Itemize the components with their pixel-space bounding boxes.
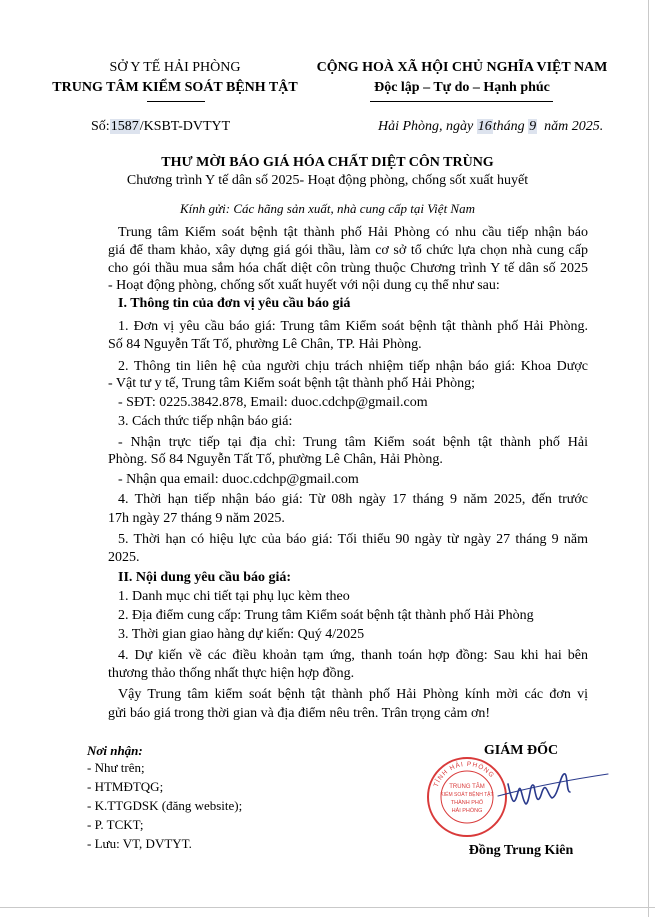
s1-item2-line1: 2. Thông tin liên hệ của người chịu trách nhiệm tiếp nhận báo giá: Khoa Dược (118, 359, 588, 374)
doc-title: THƯ MỜI BÁO GIÁ HÓA CHẤT DIỆT CÔN TRÙNG (161, 155, 494, 170)
s1-item4-line2: 17h ngày 27 tháng 9 năm 2025. (108, 511, 285, 526)
recipients-label: Nơi nhận: (87, 743, 143, 758)
s1-item3-direct-line1: - Nhận trực tiếp tại địa chỉ: Trung tâm Kiểm soát bệnh tật thành phố Hải (118, 435, 588, 450)
recipient-item: - Lưu: VT, DVTYT. (87, 836, 192, 851)
intro-line-4: - Hoạt động phòng, chống sốt xuất huyết với nội dung cụ thể như sau: (108, 278, 500, 293)
left-org-underline (147, 101, 205, 102)
date-year: năm 2025. (544, 119, 604, 134)
s1-item3-direct-line2: Phòng. Số 84 Nguyễn Tất Tố, phường Lê Chân, Hải Phòng. (108, 452, 443, 467)
s1-item5-line2: 2025. (108, 550, 140, 565)
seal-line-3: THÀNH PHỐ (450, 800, 484, 806)
nation-name: CỘNG HOÀ XÃ HỘI CHỦ NGHĨA VIỆT NAM (316, 60, 608, 75)
greeting: Kính gửi: Các hãng sản xuất, nhà cung cấp tại Việt Nam (180, 201, 475, 216)
s2-item1: 1. Danh mục chi tiết tại phụ lục kèm theo (118, 589, 350, 604)
national-motto: Độc lập – Tự do – Hạnh phúc (374, 80, 550, 95)
intro-line-3: cho gói thầu mua sắm hóa chất diệt côn trùng thuộc Chương trình Y tế dân số 2025 (108, 261, 588, 276)
s1-item1-line1: 1. Đơn vị yêu cầu báo giá: Trung tâm Kiểm soát bệnh tật thành phố Hải Phòng. (118, 319, 588, 334)
s1-item5-line1: 5. Thời hạn có hiệu lực của báo giá: Tối thiểu 90 ngày từ ngày 27 tháng 9 năm (118, 532, 588, 547)
s1-item1-line2: Số 84 Nguyễn Tất Tố, phường Lê Chân, TP. Hải Phòng. (108, 337, 422, 352)
recipient-item: - HTMĐTQG; (87, 779, 164, 794)
page-edge-bottom (0, 907, 655, 908)
s1-item2-line2: - Vật tư y tế, Trung tâm Kiểm soát bệnh tật thành phố Hải Phòng; (108, 376, 476, 391)
section-1-heading: I. Thông tin của đơn vị yêu cầu báo giá (118, 296, 351, 311)
s2-item4-line1: 4. Dự kiến về các điều khoản tạm ứng, thanh toán hợp đồng: Sau khi hai bên (118, 648, 588, 663)
signer-title: GIÁM ĐỐC (483, 743, 559, 758)
doc-number (91, 119, 230, 135)
signer-name: Đồng Trung Kiên (468, 843, 574, 858)
doc-number-suffix: /KSBT-DVTYT (139, 119, 231, 134)
s2-item4-line2: thương thảo thống nhất thực hiện hợp đồng. (108, 666, 355, 681)
date-day: 16 (477, 119, 492, 134)
intro-line-2: giá để tham khảo, xây dựng giá gói thầu, làm cơ sở tổ chức lựa chọn nhà cung cấp (108, 243, 588, 258)
place-date-prefix: Hải Phòng, ngày (378, 119, 474, 134)
date-month-label: tháng (492, 119, 525, 134)
closing-line1: Vậy Trung tâm kiểm soát bệnh tật thành phố Hải Phòng kính mời các đơn vị (118, 687, 588, 702)
s1-item3-email: - Nhận qua email: duoc.cdchp@gmail.com (118, 472, 359, 487)
s2-item2: 2. Địa điểm cung cấp: Trung tâm Kiểm soát bệnh tật thành phố Hải Phòng (118, 608, 534, 623)
recipients-list (87, 760, 242, 855)
doc-subtitle: Chương trình Y tế dân số 2025- Hoạt động phòng, chống sốt xuất huyết (126, 173, 529, 188)
recipient-item: - P. TCKT; (87, 817, 144, 832)
page-edge-right (648, 0, 649, 917)
recipient-item: - K.TTGDSK (đăng website); (87, 798, 243, 813)
seal-line-1: TRUNG TÂM (449, 784, 485, 790)
closing-line2: gửi báo giá trong thời gian và địa điểm nêu trên. Trân trọng cảm ơn! (108, 706, 491, 721)
left-org-parent: SỞ Y TẾ HẢI PHÒNG (109, 60, 241, 75)
intro-line-1: Trung tâm Kiểm soát bệnh tật thành phố Hải Phòng có nhu cầu tiếp nhận báo (118, 225, 588, 240)
doc-number-prefix: Số: (91, 119, 110, 134)
s1-contact: - SĐT: 0225.3842.878, Email: duoc.cdchp@gmail.com (118, 395, 428, 410)
recipient-item: - Như trên; (87, 760, 145, 775)
s1-item4-line1: 4. Thời hạn tiếp nhận báo giá: Từ 08h ngày 17 tháng 9 năm 2025, đến trước (118, 492, 588, 507)
section-2-heading: II. Nội dung yêu cầu báo giá: (118, 570, 292, 585)
seal-line-4: HẢI PHÒNG (451, 808, 483, 814)
signature (468, 762, 618, 822)
seal-line-2: KIỂM SOÁT BỆNH TẬT (440, 792, 494, 798)
seal-ring-text: TỈNH HẢI PHÒNG (432, 760, 496, 789)
left-org-name: TRUNG TÂM KIỂM SOÁT BỆNH TẬT (52, 80, 298, 95)
motto-underline (370, 101, 553, 102)
s2-item3: 3. Thời gian giao hàng dự kiến: Quý 4/2025 (118, 627, 365, 642)
place-date (378, 119, 603, 135)
date-month: 9 (529, 119, 537, 134)
s1-item3: 3. Cách thức tiếp nhận báo giá: (118, 414, 293, 429)
doc-number-value: 1587 (110, 119, 139, 134)
